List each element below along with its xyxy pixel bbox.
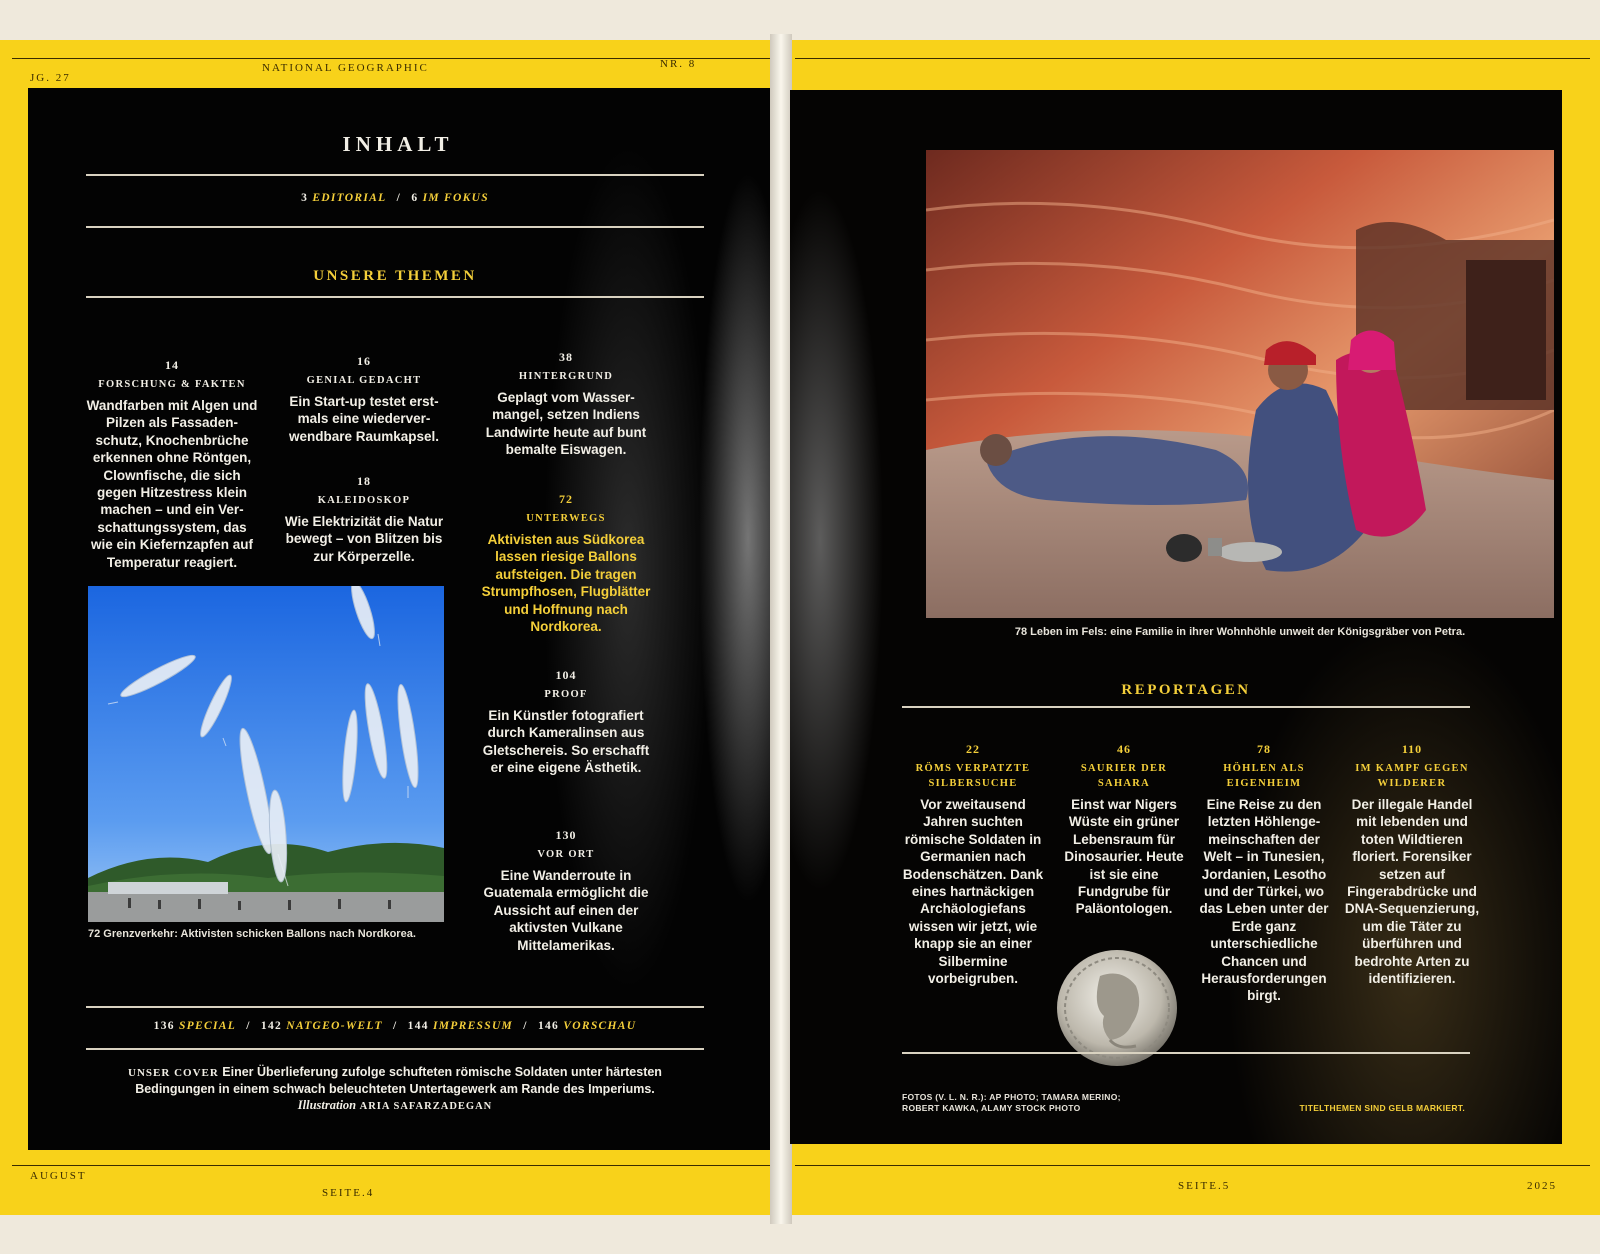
divider bbox=[86, 174, 704, 176]
section-title-themes: UNSERE THEMEN bbox=[313, 268, 477, 284]
page-number-left: SEITE.4 bbox=[322, 1187, 375, 1199]
footer-rule-left bbox=[12, 1165, 770, 1166]
nav-page-editorial: 3 bbox=[301, 192, 309, 204]
theme-entry-hintergrund[interactable] bbox=[480, 350, 652, 459]
cover-note bbox=[90, 1064, 700, 1115]
report-entry-saurier[interactable] bbox=[1058, 742, 1190, 918]
bottom-nav: 136 SPECIAL / 142 NATGEO-WELT / 144 IMPRESSUM / 146 VORSCHAU bbox=[153, 1020, 637, 1032]
highlight-note: TITELTHEMEN SIND GELB MARKIERT. bbox=[1299, 1103, 1465, 1113]
header-rule-left bbox=[12, 58, 770, 59]
divider bbox=[902, 706, 1470, 708]
entry-text: Eine Reise zu den letzten Höhlengemeinschaften der Welt – in Tunesien, Jordanien, Lesotho und der Türkei, wo das Leben unter der Erde ganz unterschiedliche Chancen und Herausforderungen birgt. bbox=[1199, 797, 1329, 1004]
section-title-reportagen: REPORTAGEN bbox=[1121, 682, 1251, 698]
entry-page: 16 bbox=[357, 354, 371, 368]
entry-heading: RÖMS VERPATZTE SILBERSUCHE bbox=[915, 763, 1031, 789]
theme-entry-vor-ort[interactable] bbox=[480, 828, 652, 954]
nav-link-impressum[interactable]: IMPRESSUM bbox=[432, 1020, 514, 1032]
page-title: INHALT bbox=[342, 132, 454, 156]
entry-text: Vor zweitausend Jahren suchten römische Soldaten in Germanien nach Bodenschätzen. Dank eines hartnäckigen Archäologiefans wissen wir jetzt, wie knapp sie an einer Silbermine vorbeigruben. bbox=[902, 797, 1044, 987]
report-entry-hoehlen[interactable] bbox=[1198, 742, 1330, 1005]
spine bbox=[770, 34, 792, 1224]
nav-page-im-fokus: 6 bbox=[411, 192, 419, 204]
entry-heading: GENIAL GEDACHT bbox=[306, 375, 422, 386]
entry-page: 104 bbox=[555, 668, 577, 682]
entry-text: Einst war Nigers Wüste ein grüner Lebensraum für Dinosaurier. Heute ist sie eine Fundgrube für Paläontologen. bbox=[1064, 797, 1184, 917]
divider bbox=[902, 1052, 1470, 1054]
entry-text: Wandfarben mit Algen und Pilzen als Fassadenschutz, Knochenbrüche erkennen ohne Röntgen, Clownfische, die sich gegen Hitzestress klein machen – und ein Verschattungssystem, das wie ein Kiefernzapfen auf Temperatur reagiert. bbox=[86, 398, 258, 570]
top-nav: 3 EDITORIAL / 6 IM FOKUS bbox=[301, 192, 489, 204]
report-entry-roms[interactable] bbox=[902, 742, 1044, 987]
nav-page-natgeo-welt: 142 bbox=[260, 1020, 283, 1032]
entry-page: 78 bbox=[1257, 742, 1271, 756]
illustration-label: Illustration bbox=[297, 1098, 357, 1112]
entry-heading: UNTERWEGS bbox=[526, 513, 606, 524]
cave-photo-caption: 78 Leben im Fels: eine Familie in ihrer Wohnhöhle unweit der Königsgräber von Petra. bbox=[1014, 626, 1466, 638]
theme-entry-forschung[interactable] bbox=[86, 358, 258, 571]
illustrator-name: ARIA SAFARZADEGAN bbox=[359, 1101, 493, 1112]
entry-text: Geplagt vom Wassermangel, setzen Indiens Landwirte heute auf bunt bemalte Eiswagen. bbox=[485, 390, 647, 458]
entry-page: 46 bbox=[1117, 742, 1131, 756]
magazine-name: NATIONAL GEOGRAPHIC bbox=[262, 62, 429, 74]
entry-heading: SAURIER DER SAHARA bbox=[1080, 763, 1168, 789]
entry-text: Ein Start-up testet erstmals eine wiederverwendbare Raumkapsel. bbox=[288, 394, 440, 444]
theme-entry-kaleidoskop[interactable] bbox=[278, 474, 450, 565]
entry-text: Wie Elektrizität die Natur bewegt – von Blitzen bis zur Körperzelle. bbox=[284, 514, 444, 564]
nav-page-special: 136 bbox=[153, 1020, 175, 1032]
photo-credits bbox=[902, 1092, 1121, 1114]
theme-entry-proof[interactable] bbox=[480, 668, 652, 777]
entry-page: 18 bbox=[357, 474, 371, 488]
report-entry-wilderer[interactable] bbox=[1342, 742, 1482, 987]
divider bbox=[86, 296, 704, 298]
theme-entry-genial[interactable] bbox=[278, 354, 450, 445]
balloon-photo bbox=[88, 586, 444, 922]
divider bbox=[86, 1006, 704, 1008]
photo-credit-line-1: FOTOS (V. L. N. R.): AP PHOTO; TAMARA MERINO; bbox=[902, 1092, 1121, 1102]
entry-text: Aktivisten aus Südkorea lassen riesige Ballons aufsteigen. Die tragen Strumpfhosen, Flugblätter und Hoffnung nach Nordkorea. bbox=[481, 532, 651, 635]
nav-link-special[interactable]: SPECIAL bbox=[178, 1020, 237, 1032]
entry-heading: PROOF bbox=[544, 689, 588, 700]
entry-page: 72 bbox=[559, 492, 573, 506]
year-label: 2025 bbox=[1527, 1180, 1557, 1192]
nav-page-vorschau: 146 bbox=[537, 1020, 560, 1032]
nav-page-impressum: 144 bbox=[407, 1020, 429, 1032]
theme-entry-unterwegs[interactable] bbox=[480, 492, 652, 635]
contents-panel bbox=[28, 88, 770, 1150]
entry-heading: KALEIDOSKOP bbox=[317, 495, 411, 506]
page-number-right: SEITE.5 bbox=[1178, 1180, 1231, 1192]
footer-rule-right bbox=[795, 1165, 1590, 1166]
entry-heading: HÖHLEN ALS EIGENHEIM bbox=[1223, 763, 1305, 789]
entry-heading: VOR ORT bbox=[537, 849, 595, 860]
entry-heading: IM KAMPF GEGEN WILDERER bbox=[1355, 763, 1469, 789]
nav-link-im-fokus[interactable]: IM FOKUS bbox=[422, 192, 489, 204]
entry-text: Eine Wanderroute in Guatemala ermöglicht die Aussicht auf einen der aktivsten Vulkane Mittelamerikas. bbox=[483, 868, 649, 953]
entry-text: Ein Künstler fotografiert durch Kameralinsen aus Gletschereis. So erschafft er eine eigene Ästhetik. bbox=[482, 708, 650, 776]
cover-text: Einer Überlieferung zufolge schufteten römische Soldaten unter härtesten Bedingungen in einem schwach beleuchteten Untertagewerk am Rande des Imperiums. bbox=[135, 1065, 662, 1096]
entry-heading: HINTERGRUND bbox=[518, 371, 614, 382]
divider bbox=[86, 1048, 704, 1050]
entry-page: 130 bbox=[555, 828, 577, 842]
month-label: AUGUST bbox=[30, 1170, 87, 1182]
issue-number: NR. 8 bbox=[660, 58, 697, 70]
divider bbox=[86, 226, 704, 228]
entry-page: 14 bbox=[165, 358, 179, 372]
nav-link-vorschau[interactable]: VORSCHAU bbox=[563, 1020, 637, 1032]
entry-page: 110 bbox=[1401, 742, 1423, 756]
entry-page: 22 bbox=[966, 742, 980, 756]
entry-page: 38 bbox=[559, 350, 573, 364]
cave-family-photo bbox=[926, 150, 1554, 618]
volume-label: JG. 27 bbox=[30, 72, 71, 84]
cover-label: UNSER COVER bbox=[128, 1067, 219, 1079]
nav-link-editorial[interactable]: EDITORIAL bbox=[312, 192, 387, 204]
entry-text: Der illegale Handel mit lebenden und toten Wildtieren floriert. Forensiker setzen auf Fingerabdrücke und DNA-Sequenzierung, um die Täter zu überführen und bedrohte Arten zu identifizieren. bbox=[1344, 797, 1480, 987]
nav-link-natgeo-welt[interactable]: NATGEO-WELT bbox=[286, 1020, 383, 1032]
reportagen-panel bbox=[790, 90, 1562, 1144]
photo-credit-line-2: ROBERT KAWKA, ALAMY STOCK PHOTO bbox=[902, 1103, 1081, 1113]
header-rule-right bbox=[795, 58, 1590, 59]
entry-heading: FORSCHUNG & FAKTEN bbox=[98, 379, 246, 390]
balloon-photo-caption: 72 Grenzverkehr: Aktivisten schicken Ballons nach Nordkorea. bbox=[88, 928, 416, 940]
